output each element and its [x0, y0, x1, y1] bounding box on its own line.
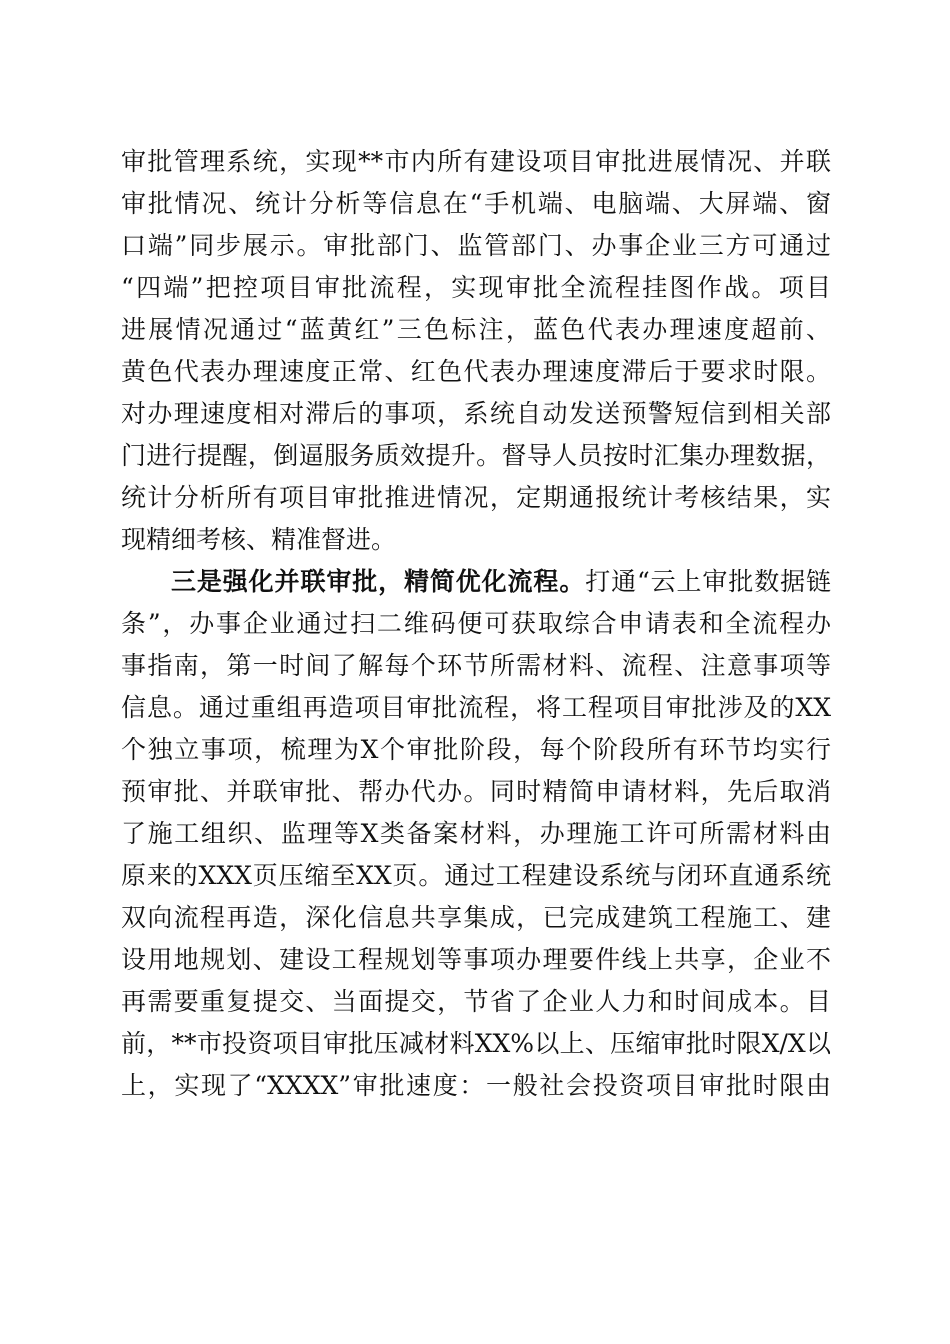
- paragraph-line: 事指南，第一时间了解每个环节所需材料、流程、注意事项等: [121, 651, 831, 680]
- paragraph-heading: 三是强化并联审批，精简优化流程。: [171, 567, 586, 596]
- paragraph-line: 门进行提醒，倒逼服务质效提升。督导人员按时汇集办理数据，: [121, 441, 831, 470]
- paragraph-line: 信息。通过重组再造项目审批流程，将工程项目审批涉及的XX: [121, 693, 831, 722]
- paragraph-line: 黄色代表办理速度正常、红色代表办理速度滞后于要求时限。: [121, 357, 831, 386]
- paragraph-line: 现精细考核、精准督进。: [121, 525, 397, 554]
- paragraph-line: 对办理速度相对滞后的事项，系统自动发送预警短信到相关部: [121, 399, 831, 428]
- paragraph-line: 条”，办事企业通过扫二维码便可获取综合申请表和全流程办: [121, 609, 831, 638]
- paragraph-line: 设用地规划、建设工程规划等事项办理要件线上共享，企业不: [121, 945, 831, 974]
- paragraph-line: 了施工组织、监理等X类备案材料，办理施工许可所需材料由: [121, 819, 831, 848]
- paragraph-line: 原来的XXX页压缩至XX页。通过工程建设系统与闭环直通系统: [121, 861, 831, 890]
- paragraph-line: “四端”把控项目审批流程，实现审批全流程挂图作战。项目: [121, 273, 831, 302]
- paragraph-line: 审批情况、统计分析等信息在“手机端、电脑端、大屏端、窗: [121, 189, 831, 218]
- paragraph-heading-line: [171, 562, 831, 602]
- paragraph-heading-rest: 打通“云上审批数据链: [585, 567, 831, 596]
- paragraph-line: 前，**市投资项目审批压减材料XX%以上、压缩审批时限X/X以: [121, 1029, 831, 1058]
- paragraph-line: 再需要重复提交、当面提交，节省了企业人力和时间成本。目: [121, 987, 831, 1016]
- paragraph-line: 口端”同步展示。审批部门、监管部门、办事企业三方可通过: [121, 231, 831, 260]
- paragraph-line: 上，实现了“XXXX”审批速度：一般社会投资项目审批时限由: [121, 1071, 831, 1100]
- paragraph-line: 审批管理系统，实现**市内所有建设项目审批进展情况、并联: [121, 147, 831, 176]
- paragraph-line: 进展情况通过“蓝黄红”三色标注，蓝色代表办理速度超前、: [121, 315, 831, 344]
- paragraph-line: 个独立事项，梳理为X个审批阶段，每个阶段所有环节均实行: [121, 735, 831, 764]
- paragraph-line: 双向流程再造，深化信息共享集成，已完成建筑工程施工、建: [121, 903, 831, 932]
- paragraph-line: 统计分析所有项目审批推进情况，定期通报统计考核结果，实: [121, 483, 831, 512]
- paragraph-line: 预审批、并联审批、帮办代办。同时精简申请材料，先后取消: [121, 777, 831, 806]
